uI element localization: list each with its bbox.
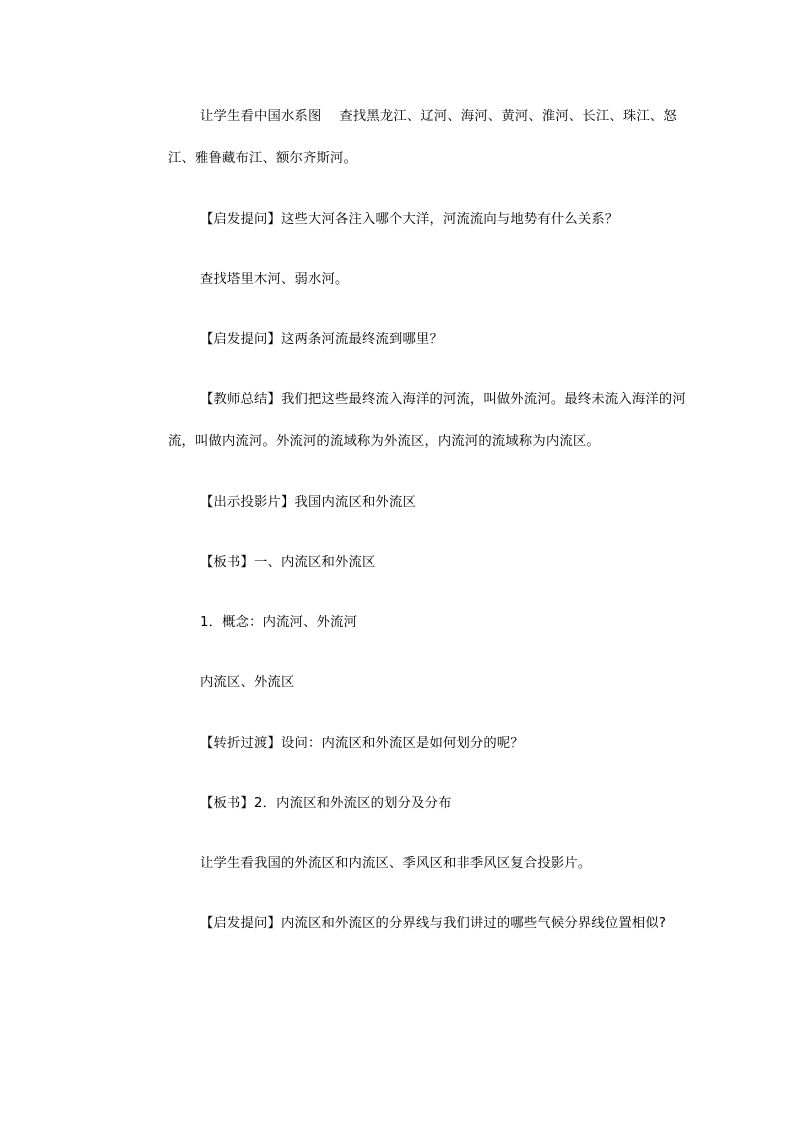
paragraph-question-oceans: 【启发提问】这些大河各注入哪个大洋，河流流向与地势有什么关系？ xyxy=(200,212,619,227)
paragraph-view-composite-slide: 让学生看我国的外流区和内流区、季风区和非季风区复合投影片。 xyxy=(200,856,592,871)
paragraph-teacher-summary-line-2: 流，叫做内流河。外流河的流域称为外流区，内流河的流域称为内流区。 xyxy=(168,434,600,449)
paragraph-board-heading-2: 【板书】2．内流区和外流区的划分及分布 xyxy=(200,796,452,811)
paragraph-transition-question: 【转折过渡】设问：内流区和外流区是如何划分的呢？ xyxy=(200,736,524,751)
paragraph-concept-rivers: 1．概念：内流河、外流河 xyxy=(200,615,358,630)
paragraph-concept-regions: 内流区、外流区 xyxy=(200,675,295,690)
paragraph-teacher-summary-line-1: 【教师总结】我们把这些最终流入海洋的河流，叫做外流河。最终未流入海洋的河 xyxy=(200,392,686,407)
paragraph-find-inland-rivers: 查找塔里木河、弱水河。 xyxy=(200,272,349,287)
paragraph-river-search-line-1: 让学生看中国水系图 查找黑龙江、辽河、海河、黄河、淮河、长江、珠江、怒 xyxy=(200,109,677,124)
paragraph-river-search-line-2: 江、雅鲁藏布江、额尔齐斯河。 xyxy=(168,151,357,166)
paragraph-board-heading-1: 【板书】一、内流区和外流区 xyxy=(200,555,376,570)
paragraph-show-slide: 【出示投影片】我国内流区和外流区 xyxy=(200,495,416,510)
paragraph-question-boundary: 【启发提问】内流区和外流区的分界线与我们讲过的哪些气候分界线位置相似? xyxy=(200,916,667,931)
paragraph-question-destination: 【启发提问】这两条河流最终流到哪里？ xyxy=(200,332,443,347)
